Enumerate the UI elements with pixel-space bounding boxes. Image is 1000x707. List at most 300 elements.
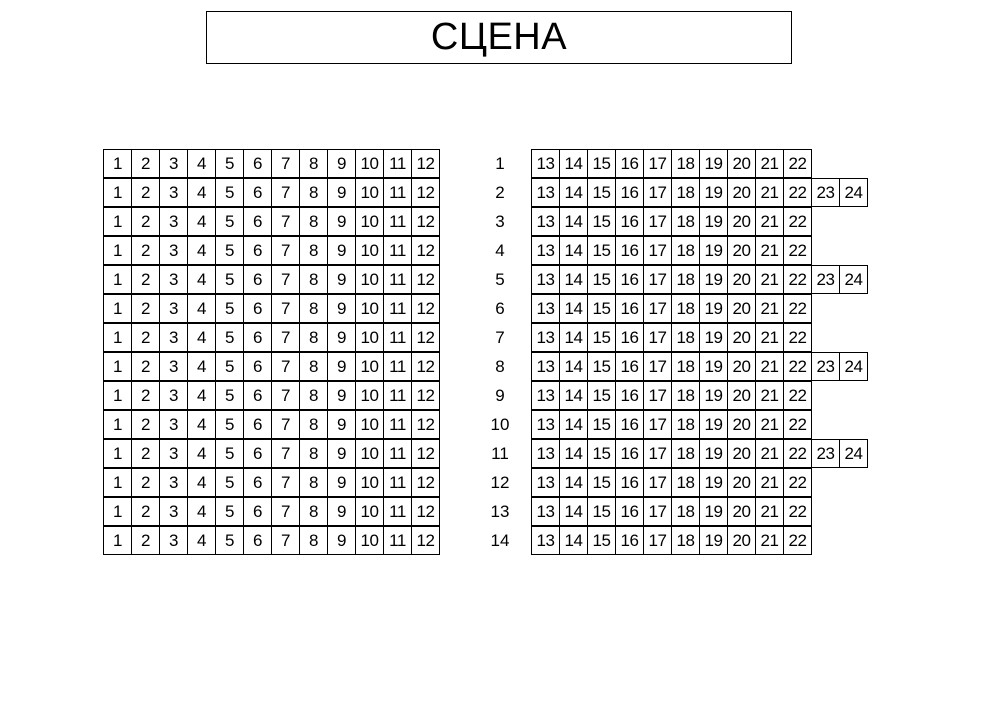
seat[interactable]: 16 [615, 352, 644, 381]
seat[interactable]: 24 [839, 178, 868, 207]
seat[interactable]: 6 [243, 149, 272, 178]
seat[interactable]: 14 [559, 178, 588, 207]
seat[interactable]: 22 [783, 265, 812, 294]
seat[interactable]: 6 [243, 381, 272, 410]
seat[interactable]: 7 [271, 410, 300, 439]
seat[interactable]: 18 [671, 178, 700, 207]
seat[interactable]: 21 [755, 207, 784, 236]
seat[interactable]: 16 [615, 439, 644, 468]
seat[interactable]: 12 [411, 265, 440, 294]
seat[interactable]: 15 [587, 497, 616, 526]
seat[interactable]: 15 [587, 439, 616, 468]
seat[interactable]: 24 [839, 352, 868, 381]
seat[interactable]: 21 [755, 178, 784, 207]
seat[interactable]: 14 [559, 439, 588, 468]
seat[interactable]: 20 [727, 497, 756, 526]
seat[interactable]: 11 [383, 236, 412, 265]
seat[interactable]: 12 [411, 468, 440, 497]
seat[interactable]: 17 [643, 439, 672, 468]
seat[interactable]: 13 [531, 236, 560, 265]
seat[interactable]: 12 [411, 149, 440, 178]
seat[interactable]: 9 [327, 526, 356, 555]
seat[interactable]: 13 [531, 352, 560, 381]
seat[interactable]: 17 [643, 294, 672, 323]
seat[interactable]: 8 [299, 410, 328, 439]
seat[interactable]: 13 [531, 497, 560, 526]
seat[interactable]: 8 [299, 149, 328, 178]
seat[interactable]: 16 [615, 468, 644, 497]
seat[interactable]: 13 [531, 207, 560, 236]
seat[interactable]: 1 [103, 294, 132, 323]
seat[interactable]: 4 [187, 323, 216, 352]
seat[interactable]: 2 [131, 439, 160, 468]
seat[interactable]: 10 [355, 236, 384, 265]
seat[interactable]: 3 [159, 294, 188, 323]
seat[interactable]: 19 [699, 323, 728, 352]
seat[interactable]: 21 [755, 236, 784, 265]
seat[interactable]: 3 [159, 236, 188, 265]
seat[interactable]: 15 [587, 265, 616, 294]
seat[interactable]: 15 [587, 381, 616, 410]
seat[interactable]: 8 [299, 352, 328, 381]
seat[interactable]: 18 [671, 294, 700, 323]
seat[interactable]: 17 [643, 149, 672, 178]
seat[interactable]: 6 [243, 526, 272, 555]
seat[interactable]: 4 [187, 497, 216, 526]
seat[interactable]: 1 [103, 178, 132, 207]
seat[interactable]: 20 [727, 352, 756, 381]
seat[interactable]: 23 [811, 178, 840, 207]
seat[interactable]: 5 [215, 410, 244, 439]
seat[interactable]: 22 [783, 323, 812, 352]
seat[interactable]: 16 [615, 265, 644, 294]
seat[interactable]: 18 [671, 352, 700, 381]
seat[interactable]: 22 [783, 468, 812, 497]
seat[interactable]: 12 [411, 352, 440, 381]
seat[interactable]: 19 [699, 178, 728, 207]
seat[interactable]: 6 [243, 323, 272, 352]
seat[interactable]: 21 [755, 352, 784, 381]
seat[interactable]: 7 [271, 265, 300, 294]
seat[interactable]: 12 [411, 236, 440, 265]
seat[interactable]: 2 [131, 352, 160, 381]
seat[interactable]: 6 [243, 178, 272, 207]
seat[interactable]: 13 [531, 526, 560, 555]
seat[interactable]: 3 [159, 265, 188, 294]
seat[interactable]: 21 [755, 526, 784, 555]
seat[interactable]: 11 [383, 497, 412, 526]
seat[interactable]: 21 [755, 149, 784, 178]
seat[interactable]: 15 [587, 178, 616, 207]
seat[interactable]: 4 [187, 178, 216, 207]
seat[interactable]: 21 [755, 265, 784, 294]
seat[interactable]: 12 [411, 381, 440, 410]
seat[interactable]: 9 [327, 323, 356, 352]
seat[interactable]: 4 [187, 526, 216, 555]
seat[interactable]: 9 [327, 294, 356, 323]
seat[interactable]: 5 [215, 149, 244, 178]
seat[interactable]: 12 [411, 294, 440, 323]
seat[interactable]: 5 [215, 352, 244, 381]
seat[interactable]: 15 [587, 352, 616, 381]
seat[interactable]: 6 [243, 410, 272, 439]
seat[interactable]: 4 [187, 381, 216, 410]
seat[interactable]: 17 [643, 265, 672, 294]
seat[interactable]: 6 [243, 352, 272, 381]
seat[interactable]: 21 [755, 323, 784, 352]
seat[interactable]: 10 [355, 294, 384, 323]
seat[interactable]: 23 [811, 439, 840, 468]
seat[interactable]: 11 [383, 265, 412, 294]
seat[interactable]: 11 [383, 178, 412, 207]
seat[interactable]: 7 [271, 352, 300, 381]
seat[interactable]: 19 [699, 294, 728, 323]
seat[interactable]: 12 [411, 410, 440, 439]
seat[interactable]: 22 [783, 149, 812, 178]
seat[interactable]: 15 [587, 207, 616, 236]
seat[interactable]: 10 [355, 352, 384, 381]
seat[interactable]: 10 [355, 381, 384, 410]
seat[interactable]: 14 [559, 323, 588, 352]
seat[interactable]: 1 [103, 323, 132, 352]
seat[interactable]: 17 [643, 207, 672, 236]
seat[interactable]: 1 [103, 352, 132, 381]
seat[interactable]: 1 [103, 526, 132, 555]
seat[interactable]: 14 [559, 207, 588, 236]
seat[interactable]: 18 [671, 410, 700, 439]
seat[interactable]: 17 [643, 497, 672, 526]
seat[interactable]: 17 [643, 352, 672, 381]
seat[interactable]: 14 [559, 468, 588, 497]
seat[interactable]: 22 [783, 526, 812, 555]
seat[interactable]: 14 [559, 294, 588, 323]
seat[interactable]: 17 [643, 323, 672, 352]
seat[interactable]: 12 [411, 323, 440, 352]
seat[interactable]: 17 [643, 236, 672, 265]
seat[interactable]: 17 [643, 468, 672, 497]
seat[interactable]: 20 [727, 323, 756, 352]
seat[interactable]: 5 [215, 178, 244, 207]
seat[interactable]: 19 [699, 497, 728, 526]
seat[interactable]: 16 [615, 526, 644, 555]
seat[interactable]: 17 [643, 410, 672, 439]
seat[interactable]: 7 [271, 323, 300, 352]
seat[interactable]: 3 [159, 149, 188, 178]
seat[interactable]: 21 [755, 294, 784, 323]
seat[interactable]: 13 [531, 265, 560, 294]
seat[interactable]: 1 [103, 236, 132, 265]
seat[interactable]: 8 [299, 381, 328, 410]
seat[interactable]: 5 [215, 236, 244, 265]
seat[interactable]: 13 [531, 323, 560, 352]
seat[interactable]: 9 [327, 410, 356, 439]
seat[interactable]: 22 [783, 497, 812, 526]
seat[interactable]: 1 [103, 207, 132, 236]
seat[interactable]: 9 [327, 381, 356, 410]
seat[interactable]: 5 [215, 439, 244, 468]
seat[interactable]: 18 [671, 323, 700, 352]
seat[interactable]: 18 [671, 526, 700, 555]
seat[interactable]: 11 [383, 468, 412, 497]
seat[interactable]: 8 [299, 323, 328, 352]
seat[interactable]: 16 [615, 381, 644, 410]
seat[interactable]: 5 [215, 265, 244, 294]
seat[interactable]: 5 [215, 526, 244, 555]
seat[interactable]: 2 [131, 381, 160, 410]
seat[interactable]: 13 [531, 439, 560, 468]
seat[interactable]: 22 [783, 294, 812, 323]
seat[interactable]: 11 [383, 410, 412, 439]
seat[interactable]: 7 [271, 149, 300, 178]
seat[interactable]: 13 [531, 410, 560, 439]
seat[interactable]: 22 [783, 381, 812, 410]
seat[interactable]: 23 [811, 265, 840, 294]
seat[interactable]: 12 [411, 497, 440, 526]
seat[interactable]: 21 [755, 497, 784, 526]
seat[interactable]: 10 [355, 265, 384, 294]
seat[interactable]: 4 [187, 149, 216, 178]
seat[interactable]: 5 [215, 207, 244, 236]
seat[interactable]: 20 [727, 207, 756, 236]
seat[interactable]: 21 [755, 410, 784, 439]
seat[interactable]: 2 [131, 149, 160, 178]
seat[interactable]: 8 [299, 265, 328, 294]
seat[interactable]: 11 [383, 439, 412, 468]
seat[interactable]: 14 [559, 236, 588, 265]
seat[interactable]: 16 [615, 323, 644, 352]
seat[interactable]: 18 [671, 468, 700, 497]
seat[interactable]: 20 [727, 236, 756, 265]
seat[interactable]: 6 [243, 294, 272, 323]
seat[interactable]: 15 [587, 236, 616, 265]
seat[interactable]: 11 [383, 381, 412, 410]
seat[interactable]: 1 [103, 410, 132, 439]
seat[interactable]: 8 [299, 236, 328, 265]
seat[interactable]: 10 [355, 410, 384, 439]
seat[interactable]: 22 [783, 207, 812, 236]
seat[interactable]: 19 [699, 410, 728, 439]
seat[interactable]: 19 [699, 149, 728, 178]
seat[interactable]: 22 [783, 236, 812, 265]
seat[interactable]: 13 [531, 149, 560, 178]
seat[interactable]: 15 [587, 526, 616, 555]
seat[interactable]: 11 [383, 352, 412, 381]
seat[interactable]: 16 [615, 178, 644, 207]
seat[interactable]: 3 [159, 323, 188, 352]
seat[interactable]: 18 [671, 265, 700, 294]
seat[interactable]: 11 [383, 149, 412, 178]
seat[interactable]: 8 [299, 178, 328, 207]
seat[interactable]: 24 [839, 265, 868, 294]
seat[interactable]: 19 [699, 236, 728, 265]
seat[interactable]: 2 [131, 207, 160, 236]
seat[interactable]: 16 [615, 236, 644, 265]
seat[interactable]: 3 [159, 410, 188, 439]
seat[interactable]: 2 [131, 323, 160, 352]
seat[interactable]: 1 [103, 468, 132, 497]
seat[interactable]: 4 [187, 352, 216, 381]
seat[interactable]: 7 [271, 178, 300, 207]
seat[interactable]: 11 [383, 526, 412, 555]
seat[interactable]: 3 [159, 381, 188, 410]
seat[interactable]: 3 [159, 439, 188, 468]
seat[interactable]: 19 [699, 265, 728, 294]
seat[interactable]: 4 [187, 236, 216, 265]
seat[interactable]: 15 [587, 294, 616, 323]
seat[interactable]: 3 [159, 207, 188, 236]
seat[interactable]: 7 [271, 207, 300, 236]
seat[interactable]: 8 [299, 439, 328, 468]
seat[interactable]: 3 [159, 497, 188, 526]
seat[interactable]: 10 [355, 178, 384, 207]
seat[interactable]: 10 [355, 526, 384, 555]
seat[interactable]: 2 [131, 236, 160, 265]
seat[interactable]: 2 [131, 468, 160, 497]
seat[interactable]: 14 [559, 497, 588, 526]
seat[interactable]: 2 [131, 294, 160, 323]
seat[interactable]: 11 [383, 323, 412, 352]
seat[interactable]: 10 [355, 323, 384, 352]
seat[interactable]: 3 [159, 526, 188, 555]
seat[interactable]: 12 [411, 207, 440, 236]
seat[interactable]: 14 [559, 352, 588, 381]
seat[interactable]: 21 [755, 381, 784, 410]
seat[interactable]: 6 [243, 207, 272, 236]
seat[interactable]: 14 [559, 410, 588, 439]
seat[interactable]: 17 [643, 381, 672, 410]
seat[interactable]: 13 [531, 381, 560, 410]
seat[interactable]: 19 [699, 526, 728, 555]
seat[interactable]: 14 [559, 381, 588, 410]
seat[interactable]: 20 [727, 410, 756, 439]
seat[interactable]: 6 [243, 236, 272, 265]
seat[interactable]: 15 [587, 468, 616, 497]
seat[interactable]: 7 [271, 439, 300, 468]
seat[interactable]: 5 [215, 468, 244, 497]
seat[interactable]: 14 [559, 526, 588, 555]
seat[interactable]: 19 [699, 468, 728, 497]
seat[interactable]: 19 [699, 381, 728, 410]
seat[interactable]: 10 [355, 468, 384, 497]
seat[interactable]: 12 [411, 178, 440, 207]
seat[interactable]: 11 [383, 207, 412, 236]
seat[interactable]: 20 [727, 439, 756, 468]
seat[interactable]: 21 [755, 439, 784, 468]
seat[interactable]: 20 [727, 265, 756, 294]
seat[interactable]: 1 [103, 439, 132, 468]
seat[interactable]: 19 [699, 207, 728, 236]
seat[interactable]: 6 [243, 265, 272, 294]
seat[interactable]: 4 [187, 439, 216, 468]
seat[interactable]: 16 [615, 294, 644, 323]
seat[interactable]: 11 [383, 294, 412, 323]
seat[interactable]: 17 [643, 178, 672, 207]
seat[interactable]: 7 [271, 526, 300, 555]
seat[interactable]: 4 [187, 468, 216, 497]
seat[interactable]: 8 [299, 526, 328, 555]
seat[interactable]: 10 [355, 439, 384, 468]
seat[interactable]: 6 [243, 468, 272, 497]
seat[interactable]: 7 [271, 497, 300, 526]
seat[interactable]: 1 [103, 149, 132, 178]
seat[interactable]: 22 [783, 439, 812, 468]
seat[interactable]: 1 [103, 381, 132, 410]
seat[interactable]: 2 [131, 265, 160, 294]
seat[interactable]: 1 [103, 265, 132, 294]
seat[interactable]: 22 [783, 178, 812, 207]
seat[interactable]: 18 [671, 149, 700, 178]
seat[interactable]: 8 [299, 497, 328, 526]
seat[interactable]: 17 [643, 526, 672, 555]
seat[interactable]: 9 [327, 236, 356, 265]
seat[interactable]: 20 [727, 149, 756, 178]
seat[interactable]: 4 [187, 410, 216, 439]
seat[interactable]: 13 [531, 468, 560, 497]
seat[interactable]: 19 [699, 439, 728, 468]
seat[interactable]: 20 [727, 381, 756, 410]
seat[interactable]: 20 [727, 294, 756, 323]
seat[interactable]: 13 [531, 294, 560, 323]
seat[interactable]: 18 [671, 207, 700, 236]
seat[interactable]: 20 [727, 526, 756, 555]
seat[interactable]: 16 [615, 149, 644, 178]
seat[interactable]: 10 [355, 149, 384, 178]
seat[interactable]: 8 [299, 468, 328, 497]
seat[interactable]: 1 [103, 497, 132, 526]
seat[interactable]: 5 [215, 497, 244, 526]
seat[interactable]: 3 [159, 178, 188, 207]
seat[interactable]: 14 [559, 265, 588, 294]
seat[interactable]: 24 [839, 439, 868, 468]
seat[interactable]: 18 [671, 439, 700, 468]
seat[interactable]: 9 [327, 178, 356, 207]
seat[interactable]: 6 [243, 439, 272, 468]
seat[interactable]: 10 [355, 207, 384, 236]
seat[interactable]: 3 [159, 468, 188, 497]
seat[interactable]: 21 [755, 468, 784, 497]
seat[interactable]: 16 [615, 207, 644, 236]
seat[interactable]: 9 [327, 352, 356, 381]
seat[interactable]: 4 [187, 207, 216, 236]
seat[interactable]: 4 [187, 294, 216, 323]
seat[interactable]: 7 [271, 468, 300, 497]
seat[interactable]: 14 [559, 149, 588, 178]
seat[interactable]: 9 [327, 207, 356, 236]
seat[interactable]: 20 [727, 178, 756, 207]
seat[interactable]: 23 [811, 352, 840, 381]
seat[interactable]: 16 [615, 497, 644, 526]
seat[interactable]: 2 [131, 410, 160, 439]
seat[interactable]: 7 [271, 294, 300, 323]
seat[interactable]: 8 [299, 207, 328, 236]
seat[interactable]: 2 [131, 178, 160, 207]
seat[interactable]: 3 [159, 352, 188, 381]
seat[interactable]: 13 [531, 178, 560, 207]
seat[interactable]: 15 [587, 149, 616, 178]
seat[interactable]: 22 [783, 352, 812, 381]
seat[interactable]: 19 [699, 352, 728, 381]
seat[interactable]: 6 [243, 497, 272, 526]
seat[interactable]: 18 [671, 381, 700, 410]
seat[interactable]: 8 [299, 294, 328, 323]
seat[interactable]: 10 [355, 497, 384, 526]
seat[interactable]: 15 [587, 323, 616, 352]
seat[interactable]: 9 [327, 149, 356, 178]
seat[interactable]: 12 [411, 439, 440, 468]
seat[interactable]: 20 [727, 468, 756, 497]
seat[interactable]: 5 [215, 381, 244, 410]
seat[interactable]: 18 [671, 236, 700, 265]
